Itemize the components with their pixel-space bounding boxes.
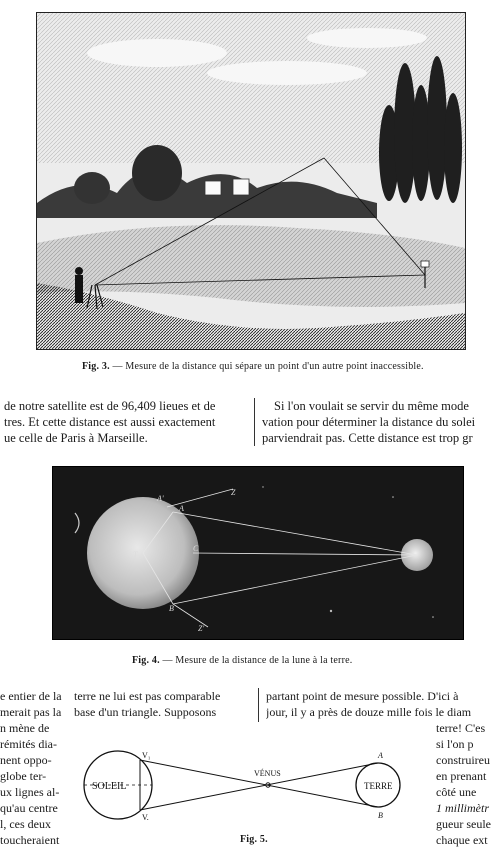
text-block-1-right [262, 398, 500, 446]
fig4-label: Z' [198, 624, 205, 633]
fig4-label: A [179, 504, 184, 513]
text-line: toucheraient [0, 833, 60, 847]
column-rule [258, 688, 259, 722]
text-line: partant point de mesure possible. D'ici à [266, 689, 459, 703]
fig5-v1-label: V₁ [142, 751, 151, 760]
text-line: chaque ext [436, 833, 488, 847]
text-line: vation pour déterminer la distance du solei [262, 415, 476, 429]
column-rule [254, 398, 255, 446]
fig4-label: A' [157, 494, 164, 503]
text-line: en prenant [436, 769, 487, 783]
fig5-caption [240, 834, 268, 845]
text-block-2-col4 [436, 720, 500, 848]
text-line: rémités dia- [0, 737, 57, 751]
fig4-caption-text: — Mesure de la distance de la lune à la terre. [162, 655, 353, 666]
text-line: terre ne lui est pas comparable [74, 689, 221, 703]
fig5-b-label: B [378, 811, 383, 820]
text-line: si l'on p [436, 737, 474, 751]
fig4-label: C [193, 544, 199, 553]
fig3-number: Fig. 3. [82, 361, 110, 372]
text-line: gueur seule [436, 817, 491, 831]
fig5-v2-label: V. [142, 813, 149, 822]
fig4-plate [52, 466, 464, 640]
fig4-caption [132, 655, 352, 666]
fig5-venus-label: VÉNUS [254, 769, 281, 778]
text-line: ue celle de Paris à Marseille. [4, 431, 148, 445]
fig3-caption-text: — Mesure de la distance qui sépare un point d'un autre point inaccessible. [112, 361, 424, 372]
text-line: base d'un triangle. Supposons [74, 705, 217, 719]
text-block-1-left [4, 398, 248, 446]
fig5-a-label: A [378, 751, 383, 760]
text-line: 1 millimètr [436, 801, 489, 815]
fig5-soleil-label: SOLEIL [92, 781, 127, 792]
fig4-label: T [133, 550, 138, 559]
text-block-2-col2 [74, 688, 254, 720]
fig5-terre-label: TERRE [364, 781, 393, 791]
text-block-2-col1 [0, 688, 72, 848]
text-line: tres. Et cette distance est aussi exactement [4, 415, 216, 429]
text-line: e entier de la [0, 689, 62, 703]
text-line: construireu [436, 753, 490, 767]
text-line: l, ces deux [0, 817, 51, 831]
text-block-2-col3 [266, 688, 500, 720]
fig3-caption [82, 361, 424, 372]
text-line: terre! C'es [436, 721, 486, 735]
fig5-diagram [78, 738, 426, 832]
text-line: Si l'on voulait se servir du même mode [274, 399, 469, 413]
text-line: qu'au centre [0, 801, 58, 815]
text-line: jour, il y a près de douze mille fois le diam [266, 705, 472, 719]
fig4-label: B [169, 604, 174, 613]
text-line: merait pas la [0, 705, 62, 719]
text-line: nent oppo- [0, 753, 52, 767]
text-line: de notre satellite est de 96,409 lieues et de [4, 399, 216, 413]
text-line: côté une [436, 785, 477, 799]
text-line: globe ter- [0, 769, 47, 783]
fig4-number: Fig. 4. [132, 655, 160, 666]
fig5-number: Fig. 5. [240, 834, 268, 845]
text-line: parviendrait pas. Cette distance est trop gr [262, 431, 473, 445]
text-line: n mène de [0, 721, 50, 735]
fig4-label: Z [231, 488, 236, 497]
fig3-engraving [36, 12, 466, 350]
text-line: ux lignes al- [0, 785, 60, 799]
